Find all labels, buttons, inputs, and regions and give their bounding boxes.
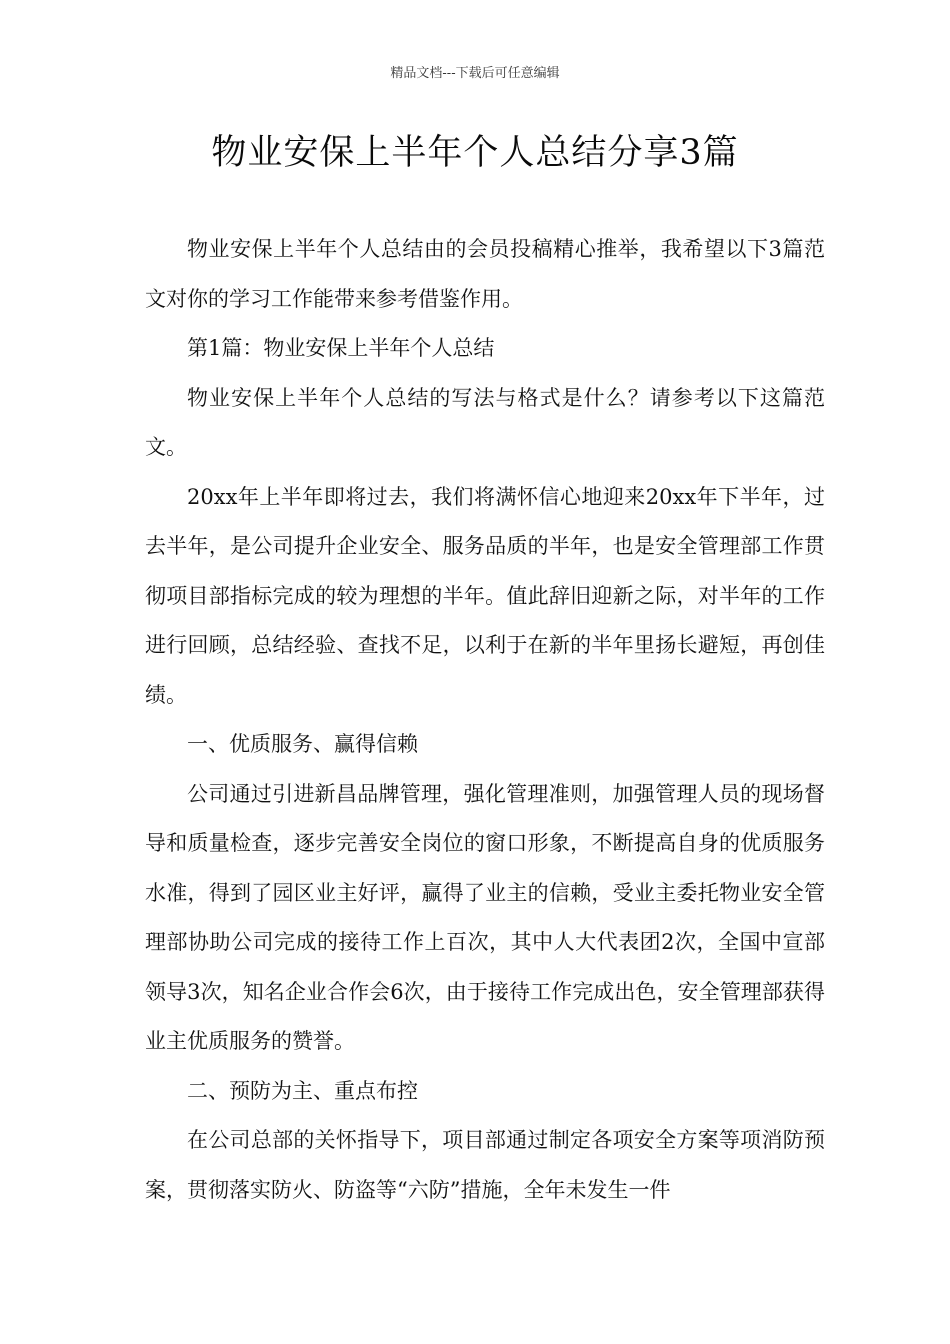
paragraph: 20xx年上半年即将过去，我们将满怀信心地迎来20xx年下半年，过去半年，是公司提升企业安全、服务品质的半年，也是安全管理部工作贯彻项目部指标完成的较为理想的半年。值此辞旧迎新之际，对半年的工作进行回顾，总结经验、查找不足，以利于在新的半年里扬长避短，再创佳绩。 (145, 484, 825, 707)
section-heading: 一、优质服务、赢得信赖 (187, 732, 418, 756)
section-heading: 二、预防为主、重点布控 (187, 1078, 418, 1103)
document-title: 物业安保上半年个人总结分享3篇 (211, 133, 739, 173)
page-header: 精品文档---下载后可任意编辑 (390, 66, 560, 81)
paragraph: 公司通过引进新昌品牌管理，强化管理准则，加强管理人员的现场督导和质量检查，逐步完善安全岗位的窗口形象，不断提高自身的优质服务水准，得到了园区业主好评，赢得了业主的信赖，受业主委托物业安全管理部协助公司完成的接待工作上百次，其中人大代表团2次，全国中宣部领导3次，知名企业合作会6次，由于接待工作完成出色，安全管理部获得业主优质服务的赞誉。 (145, 781, 825, 1053)
section-heading: 第1篇：物业安保上半年个人总结 (187, 336, 495, 360)
document-body (145, 225, 825, 1215)
paragraph: 在公司总部的关怀指导下，项目部通过制定各项安全方案等项消防预案，贯彻落实防火、防盗等“六防”措施，全年未发生一件 (145, 1128, 825, 1202)
paragraph: 物业安保上半年个人总结的写法与格式是什么？请参考以下这篇范文。 (145, 385, 825, 459)
paragraph: 物业安保上半年个人总结由的会员投稿精心推举，我希望以下3篇范文对你的学习工作能带来参考借鉴作用。 (145, 237, 825, 311)
